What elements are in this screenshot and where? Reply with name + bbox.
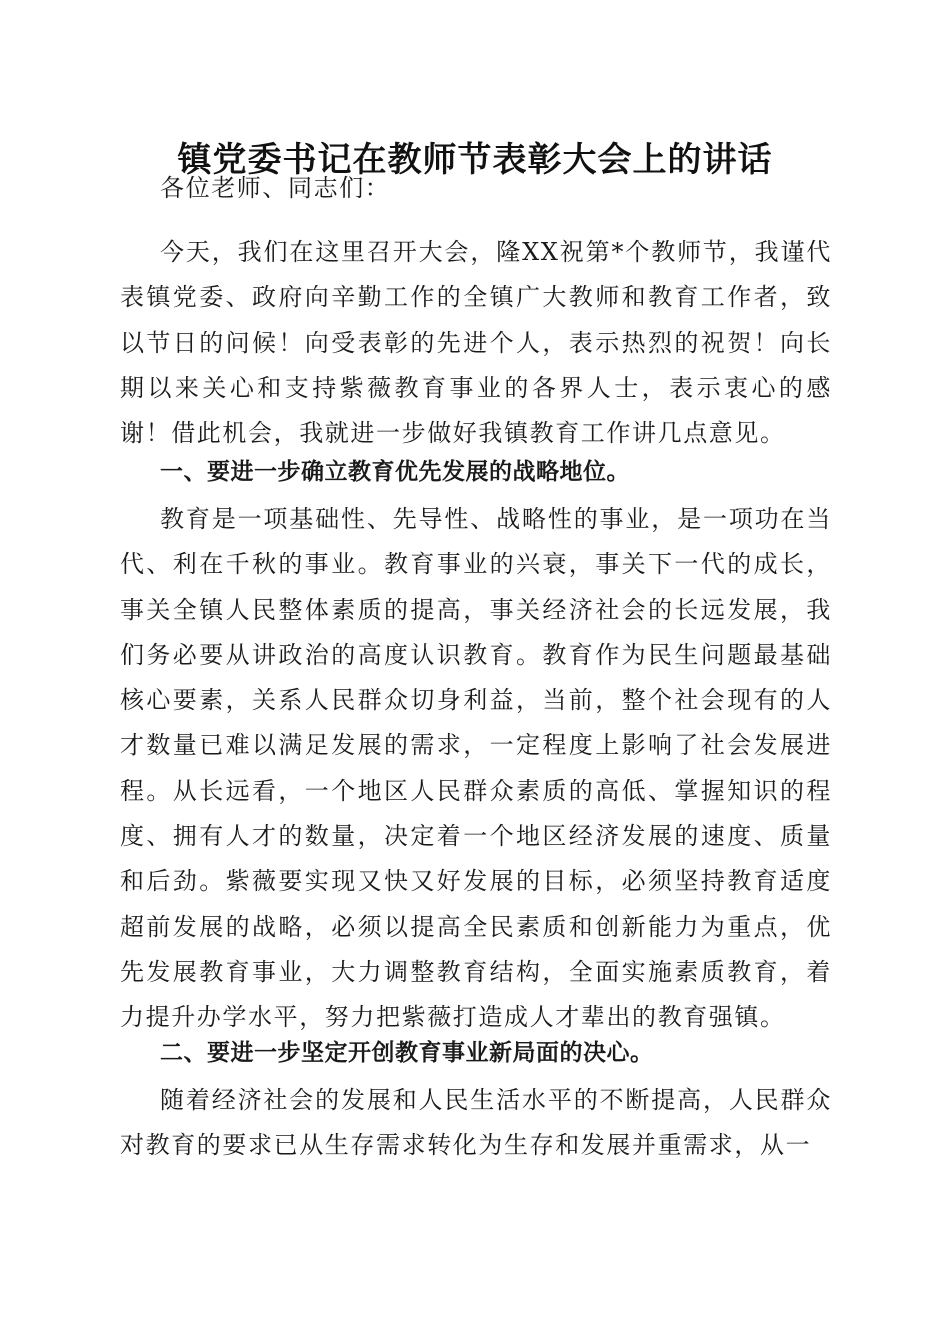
salutation: 各位老师、同志们： bbox=[160, 174, 391, 202]
section-heading-2: 二、要进一步坚定开创教育事业新局面的决心。 bbox=[160, 1040, 654, 1066]
paragraph-intro: 今天，我们在这里召开大会，隆XX祝第*个教师节，我谨代表镇党委、政府向辛勤工作的全镇广大教师和教育工作者，致以节日的问候！向受表彰的先进个人，表示热烈的祝贺！向长期以来关心和支持紫薇教育事业的各界人士，表示衷心的感谢！借此机会，我就进一步做好我镇教育工作讲几点意见。 bbox=[120, 238, 832, 448]
paragraph-section-2: 随着经济社会的发展和人民生活水平的不断提高，人民群众对教育的要求已从生存需求转化为生存和发展并重需求，从一 bbox=[120, 1086, 832, 1160]
section-heading-1: 一、要进一步确立教育优先发展的战略地位。 bbox=[160, 459, 630, 485]
paragraph-section-1: 教育是一项基础性、先导性、战略性的事业，是一项功在当代、利在千秋的事业。教育事业的兴衰，事关下一代的成长，事关全镇人民整体素质的提高，事关经济社会的长远发展，我们务必要从讲政治的高度认识教育。教育作为民生问题最基础核心要素，关系人民群众切身利益，当前，整个社会现有的人才数量已难以满足发展的需求，一定程度上影响了社会发展进程。从长远看，一个地区人民群众素质的高低、掌握知识的程度、拥有人才的数量，决定着一个地区经济发展的速度、质量和后劲。紫薇要实现又快又好发展的目标，必须坚持教育适度超前发展的战略，必须以提高全民素质和创新能力为重点，优先发展教育事业，大力调整教育结构，全面实施素质教育，着力提升办学水平，努力把紫薇打造成人才辈出的教育强镇。 bbox=[120, 505, 832, 1032]
document-title: 镇党委书记在教师节表彰大会上的讲话 bbox=[177, 140, 773, 180]
